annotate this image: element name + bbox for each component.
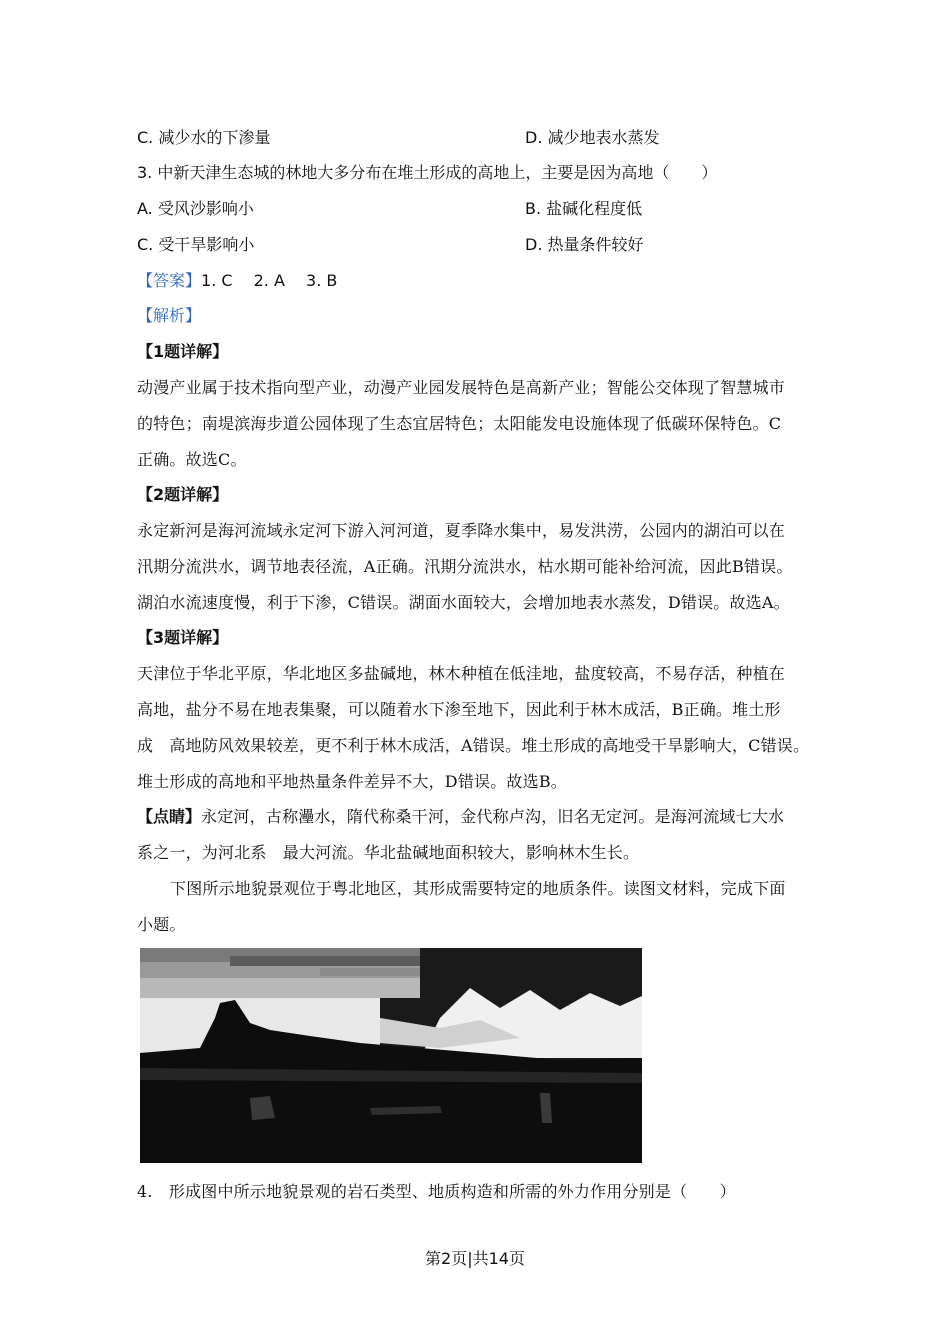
tip-text: 永定河，古称灅水，隋代称桑干河，金代称卢沟，旧名无定河。是海河流域七大水 (201, 807, 785, 826)
answer-tag: 【答案】 (137, 271, 202, 290)
detail-3-line: 高地，盐分不易在地表集聚，可以随着水下渗至地下，因此利于林木成活，B正确。堆土形 (137, 700, 781, 719)
q3-option-d: D. 热量条件较好 (525, 235, 644, 254)
page-footer: 第2页|共14页 (425, 1249, 525, 1268)
intro-line-2: 小题。 (137, 915, 186, 934)
intro-line-1: 下图所示地貌景观位于粤北地区，其形成需要特定的地质条件。读图文材料，完成下面 (170, 879, 786, 898)
detail-1-line: 正确。故选C。 (137, 450, 247, 469)
detail-3-line: 天津位于华北平原，华北地区多盐碱地，林木种植在低洼地，盐度较高，不易存活，种植在 (137, 664, 786, 683)
tip-line-2: 系之一，为河北系 最大河流。华北盐碱地面积较大，影响林木生长。 (137, 843, 640, 862)
detail-1-line: 动漫产业属于技术指向型产业，动漫产业园发展特色是高新产业；智能公交体现了智慧城市 (137, 378, 786, 397)
q3-option-a: A. 受风沙影响小 (137, 199, 254, 218)
landform-photo (140, 948, 642, 1163)
tip-line (137, 806, 784, 828)
detail-2-heading: 【2题详解】 (137, 485, 229, 504)
q2-option-d: D. 减少地表水蒸发 (525, 128, 660, 147)
detail-2-line: 湖泊水流速度慢，利于下渗，C错误。湖面水面较大，会增加地表水蒸发，D错误。故选A。 (137, 593, 790, 612)
answer-text: 1. C 2. A 3. B (201, 271, 338, 290)
detail-2-line: 汛期分流洪水，调节地表径流，A正确。汛期分流洪水，枯水期可能补给河流，因此B错误。 (137, 557, 793, 576)
detail-1-heading: 【1题详解】 (137, 342, 229, 361)
detail-3-line: 堆土形成的高地和平地热量条件差异不大，D错误。故选B。 (137, 772, 567, 791)
answer-line (137, 270, 337, 292)
q3-option-c: C. 受干旱影响小 (137, 235, 255, 254)
detail-3-line: 成 高地防风效果较差，更不利于林木成活，A错误。堆土形成的高地受干旱影响大，C错误。 (137, 736, 810, 755)
q4-stem: 4. 形成图中所示地貌景观的岩石类型、地质构造和所需的外力作用分别是（ ） (137, 1182, 736, 1201)
q3-option-b: B. 盐碱化程度低 (525, 199, 643, 218)
detail-2-line: 永定新河是海河流域永定河下游入河河道，夏季降水集中，易发洪涝，公园内的湖泊可以在 (137, 521, 786, 540)
analysis-tag: 【解析】 (137, 306, 202, 325)
q2-option-c: C. 减少水的下渗量 (137, 128, 271, 147)
q3-stem: 3. 中新天津生态城的林地大多分布在堆土形成的高地上，主要是因为高地（ ） (137, 163, 718, 182)
detail-3-heading: 【3题详解】 (137, 628, 229, 647)
detail-1-line: 的特色；南堤滨海步道公园体现了生态宜居特色；太阳能发电设施体现了低碳环保特色。C (137, 414, 782, 433)
tip-tag: 【点睛】 (137, 807, 202, 826)
